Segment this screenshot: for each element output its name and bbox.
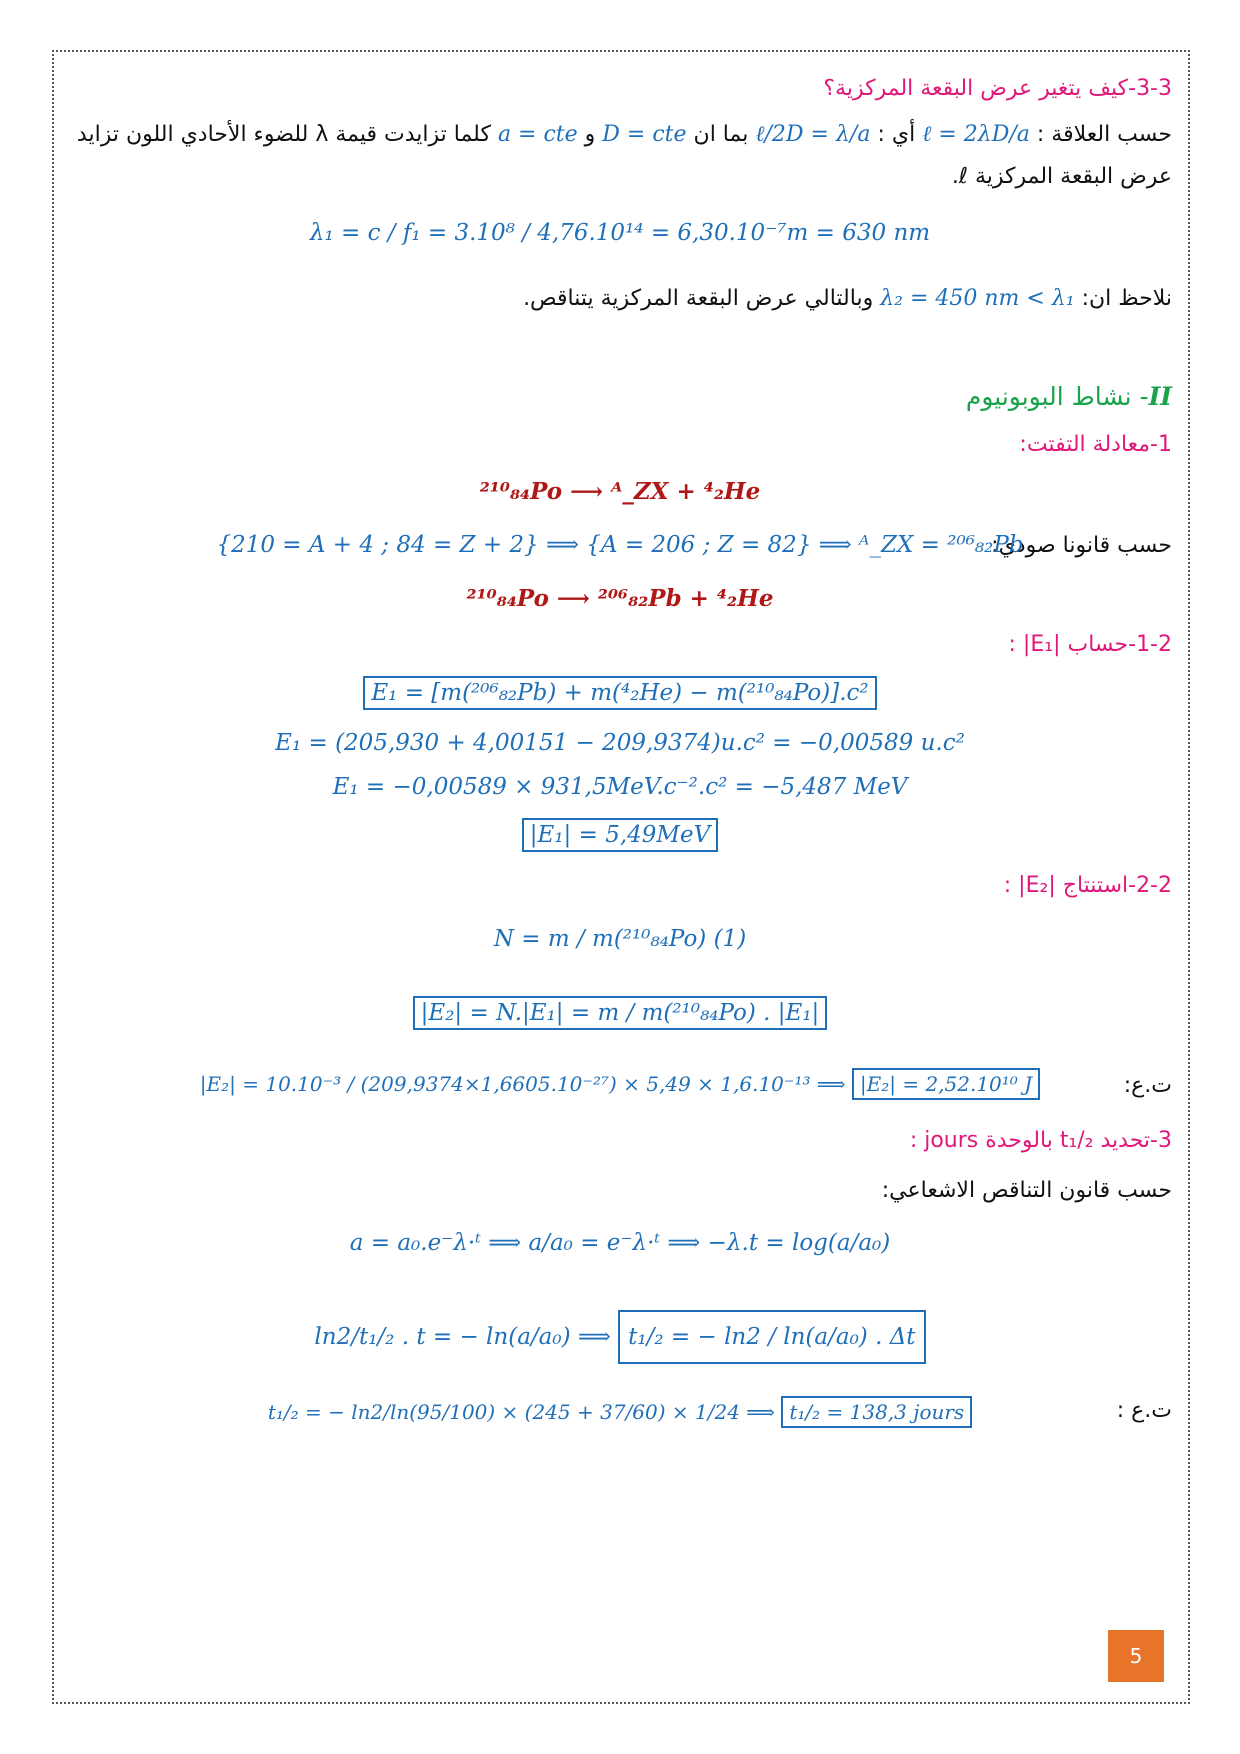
subsection-1: 1-معادلة التفتت: xyxy=(1019,432,1172,457)
equation-E1-numeric: E₁ = (205,930 + 4,00151 − 209,9374)u.c² = −0,00589 u.c² xyxy=(275,730,965,756)
equation-decay-law: a = a₀.e⁻λ·ᵗ ⟹ a/a₀ = e⁻λ·ᵗ ⟹ −λ.t = log(a/a₀) xyxy=(349,1230,891,1256)
subsection-3: 3-تحديد t₁/₂ بالوحدة jours : xyxy=(909,1128,1172,1153)
application-label: ت.ع: xyxy=(1123,1073,1172,1098)
formula-a-const: a = cte xyxy=(497,122,578,147)
text-relation: حسب العلاقة : xyxy=(1036,122,1172,147)
note-line xyxy=(523,286,1172,312)
equation-E1-mev: E₁ = −0,00589 × 931,5MeV.c⁻².c² = −5,487 MeV xyxy=(332,774,908,800)
equation-E2-result: |E₂| = 2,52.10¹⁰ J xyxy=(852,1068,1040,1100)
section-heading-3-3: 3-3-كيف يتغير عرض البقعة المركزية؟ xyxy=(823,76,1172,101)
text-conclusion: كلما تزايدت قيمة λ للضوء الأحادي اللون تزايد xyxy=(76,122,491,147)
section-II-heading xyxy=(966,382,1172,412)
note-label: نلاحظ ان: xyxy=(1081,286,1172,311)
equation-t-result: t₁/₂ = 138,3 jours xyxy=(781,1396,972,1428)
equation-soddy: {210 = A + 4 ; 84 = Z + 2} ⟹ {A = 206 ; Z = 82} ⟹ ᴬ_ZX = ²⁰⁶₈₂Pb xyxy=(216,532,1024,558)
paragraph-line-2: عرض البقعة المركزية ℓ. xyxy=(951,164,1172,189)
equation-E2-definition: |E₂| = N.|E₁| = m / m(²¹⁰₈₄Po) . |E₁| xyxy=(413,996,828,1030)
equation-E1-definition-wrap xyxy=(0,676,1240,710)
formula-D-const: D = cte xyxy=(602,122,687,147)
equation-half-life-wrap xyxy=(0,1310,1240,1364)
decay-law-label: حسب قانون التناقص الاشعاعي: xyxy=(881,1178,1172,1203)
formula-width: ℓ = 2λD/a xyxy=(922,122,1030,147)
note-formula: λ₂ = 450 nm < λ₁ xyxy=(880,286,1075,311)
soddy-label: حسب قانونا صودي: xyxy=(991,533,1172,558)
application-label-2: ت.ع : xyxy=(1116,1398,1172,1423)
text-since: بما ان xyxy=(693,122,749,147)
formula-ratio: ℓ/2D = λ/a xyxy=(755,122,871,147)
subsection-2-2: 2-2-استنتاج |E₂| : xyxy=(1003,873,1172,898)
equation-E2-numeric xyxy=(0,1068,1240,1100)
equation-t-numeric xyxy=(0,1396,1240,1428)
equation-N: N = m / m(²¹⁰₈₄Po) (1) xyxy=(493,926,747,952)
equation-E1-abs: |E₁| = 5,49MeV xyxy=(522,818,718,852)
equation-t-numeric-expr: t₁/₂ = − ln2/ln(95/100) × (245 + 37/60) × 1/24 ⟹ xyxy=(267,1400,775,1424)
equation-E2-numeric-expr: |E₂| = 10.10⁻³ / (209,9374×1,6605.10⁻²⁷) × 5,49 × 1,6.10⁻¹³ ⟹ xyxy=(199,1072,846,1096)
equation-half-life-expr: ln2/t₁/₂ . t = − ln(a/a₀) ⟹ xyxy=(314,1324,611,1350)
section-II-number: II xyxy=(1148,382,1172,411)
text-and: و xyxy=(584,122,596,147)
equation-half-life-result: t₁/₂ = − ln2 / ln(a/a₀) . Δt xyxy=(618,1310,925,1364)
paragraph-line-1 xyxy=(77,122,1172,148)
equation-E2-definition-wrap xyxy=(0,996,1240,1030)
page-number: 5 xyxy=(1108,1630,1164,1682)
equation-E1-definition: E₁ = [m(²⁰⁶₈₂Pb) + m(⁴₂He) − m(²¹⁰₈₄Po)].c² xyxy=(363,676,876,710)
section-II-title: - نشاط البوبونيوم xyxy=(965,382,1149,411)
equation-E1-abs-wrap xyxy=(0,818,1240,852)
equation-decay-2: ²¹⁰₈₄Po ⟶ ²⁰⁶₈₂Pb + ⁴₂He xyxy=(466,585,774,612)
subsection-1-2: 1-2-حساب |E₁| : xyxy=(1008,632,1172,657)
text-ie: أي : xyxy=(877,122,916,147)
equation-decay-1: ²¹⁰₈₄Po ⟶ ᴬ_ZX + ⁴₂He xyxy=(479,478,761,505)
equation-lambda1: λ₁ = c / f₁ = 3.10⁸ / 4,76.10¹⁴ = 6,30.10⁻⁷m = 630 nm xyxy=(309,220,931,246)
note-text: وبالتالي عرض البقعة المركزية يتناقص. xyxy=(523,286,874,311)
